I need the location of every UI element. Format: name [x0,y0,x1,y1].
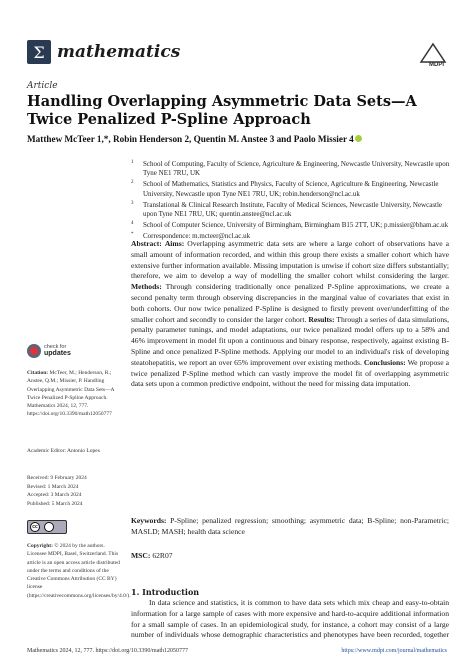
affiliation: 2 School of Mathematics, Statistics and Physics, Faculty of Science, Agriculture & Engineering, Newcastle University, Newcastle upon Tyne NE1 7RU, UK; robin.henderson@ncl.ac.uk [131,180,439,198]
msc-code: MSC: 62R07 [131,551,173,560]
affiliations [131,160,451,244]
publisher-name: MDPI [429,62,444,68]
journal-name: mathematics [57,42,181,62]
academic-editor: Academic Editor: Antonio Lopes [27,448,100,454]
journal-link[interactable]: https://www.mdpi.com/journal/mathematics [341,648,447,654]
citation-block: Citation: McTeer, M.; Henderson, R.; Anstee, Q.M.; Missier, P. Handling Overlapping Asymmetric Data Sets—A Twice Penalized P-Spline Approach. Mathematics 2024, 12, 777. https://doi.org/10.3390/math12050777 [27,370,115,418]
mdpi-logo-icon [419,42,447,64]
copyright-notice: Copyright: © 2024 by the authors. Licensee MDPI, Basel, Switzerland. This article is an open access article distributed under the terms and conditions of the Creative Commons Attribution (CC BY) license (https://creativecommons.org/licenses/by/4.0/). [27,543,131,599]
published-date: Published: 5 March 2024 [27,500,83,507]
affiliation: 4 School of Computer Science, University of Birmingham, Birmingham B15 2TT, UK; p.missier@bham.ac.uk [131,221,449,230]
footer-citation: Mathematics 2024, 12, 777. https://doi.org/10.3390/math12050777 [27,648,189,654]
affiliation: 1 School of Computing, Faculty of Science, Agriculture & Engineering, Newcastle University, Newcastle upon Tyne NE1 7RU, UK [131,160,450,178]
correspondence: * Correspondence: m.mcteer@ncl.ac.uk [131,232,251,241]
journal-header [27,40,447,68]
article-title: Handling Overlapping Asymmetric Data Sets—A Twice Penalized P-Spline Approach [27,93,417,128]
publication-dates [27,474,122,508]
cc-license-badge[interactable] [27,520,67,534]
by-icon [44,522,54,532]
svg-text:Σ: Σ [33,43,45,62]
affiliation: 3 Translational & Clinical Research Institute, Faculty of Medical Sciences, Newcastle University, Newcastle upon Tyne NE1 7RU, UK; quentin.anstee@ncl.ac.uk [131,200,443,219]
cc-icon: cc [30,522,40,532]
check-for-updates-button[interactable]: check for updates [27,344,87,360]
updates-icon [27,344,41,358]
journal-logo-icon [27,40,51,64]
article-type: Article [27,81,58,91]
revised-date: Revised: 1 March 2024 [27,483,79,490]
orcid-icon[interactable] [355,135,362,142]
introduction-text: In data science and statistics, it is common to have data sets which mix cheap and easy-to-obtain information for a large sample of cases with more expensive and hard-to-acquire additional information for a small sample of cases. In an epidemiological study, for instance, a cohort may consist of a large number of individuals whose demographic characteristics and phenotypes have been recorded, together [131,598,449,640]
accepted-date: Accepted: 3 March 2024 [27,492,82,499]
author-list: Matthew McTeer 1,*, Robin Henderson 2, Quentin M. Anstee 3 and Paolo Missier 4 [27,134,457,144]
keywords: Keywords: P-Spline; penalized regression; smoothing; asymmetric data; B-Spline; non-Parametric; MASLD; MASH; health data science [131,516,449,536]
abstract: Abstract: Aims: Overlapping asymmetric data sets are where a large cohort of observations have a small amount of information recorded, and within this group there exists a smaller cohort which have extensive further information available. Missing imputation is unwise if cohort size differs substantially; therefore, we aim to develop a way of modelling the smaller cohort whilst considering the larger. Methods: Through considering traditionally once penalized P-Spline approximations, we create a second penalty term through observing discrepancies in the marginal value of covariates that exist in both cohorts. Our now twice penalized P-Spline is designed to firstly prevent over/underfitting of the smaller cohort and secondly to consider the larger cohort. Results: Through a series of data simulations, penalty parameter tunings, and model adaptations, our twice penalized model offers up to a 58% and 46% improvement in model fit upon a continuous and binary response, respectively, against existing B-Spline and once penalized P-Spline methods. Applying our model to an individual's risk of developing steatohepatitis, we report an over 65% improvement over existing methods. Conclusions: We propose a twice penalized P-Spline method which can vastly improve the model fit of overlapping asymmetric data sets upon a common predictive endpoint, without the need for missing data imputation. [131,239,450,389]
section-heading: 1. Introduction [131,587,200,597]
received-date: Received: 9 February 2024 [27,475,87,481]
